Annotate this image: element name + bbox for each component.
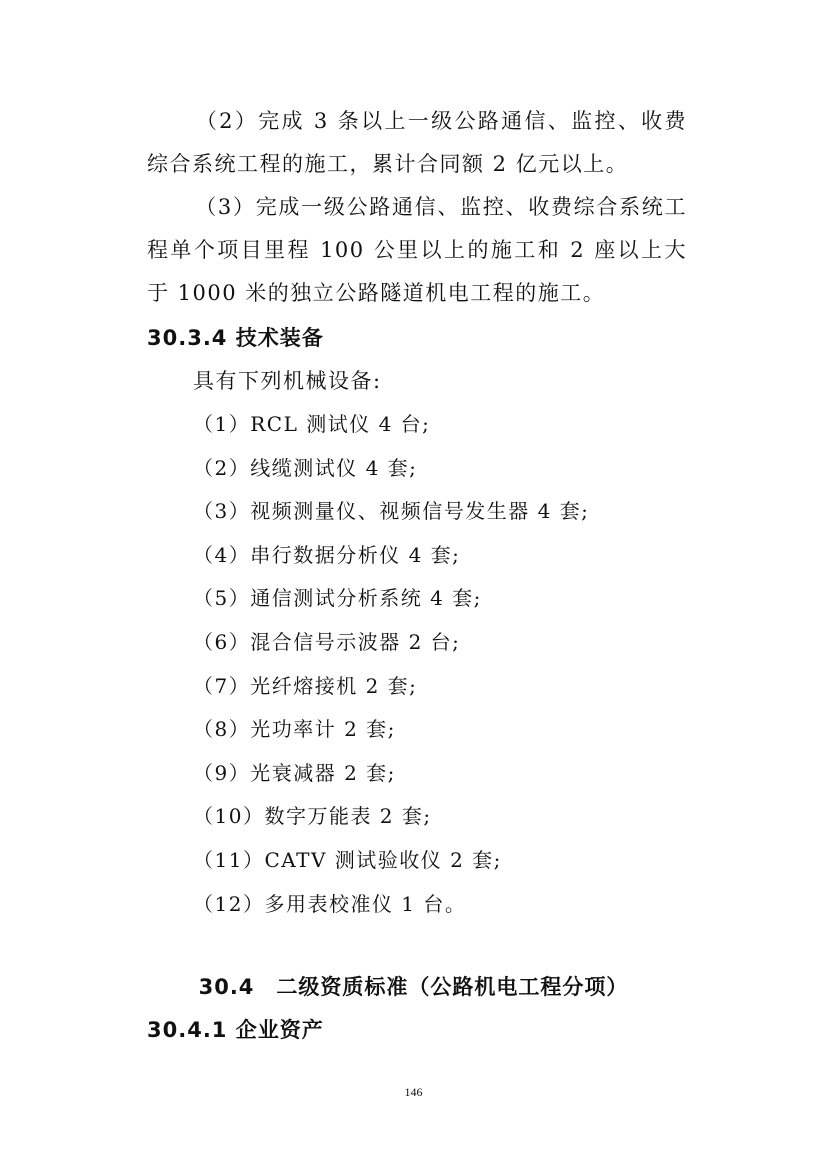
list-item: （6）混合信号示波器 2 台;: [193, 629, 461, 654]
paragraph-item-2: [147, 100, 687, 186]
section-heading-30-4-1: 30.4.1 企业资产: [147, 1018, 324, 1042]
paragraph-item-3: [147, 186, 687, 315]
equipment-list: [193, 409, 589, 932]
paragraph-item-3-text: （3）完成一级公路通信、监控、收费综合系统工程单个项目里程 100 公里以上的施工和 2 座以上大于 1000 米的独立公路隧道机电工程的施工。: [147, 195, 687, 305]
section-heading-30-4: 30.4 二级资质标准（公路机电工程分项）: [198, 975, 629, 999]
paragraph-item-2-text: （2）完成 3 条以上一级公路通信、监控、收费综合系统工程的施工，累计合同额 2 亿元以上。: [147, 109, 687, 176]
list-item: （12）多用表校准仪 1 台。: [193, 891, 467, 916]
list-item: （5）通信测试分析系统 4 套;: [193, 586, 482, 611]
list-item: （1）RCL 测试仪 4 台;: [193, 412, 431, 436]
page-number: 146: [404, 1085, 423, 1099]
list-item: （11）CATV 测试验收仪 2 套;: [193, 847, 502, 872]
list-item: （3）视频测量仪、视频信号发生器 4 套;: [193, 499, 590, 524]
list-item: （7）光纤熔接机 2 套;: [193, 673, 418, 698]
list-item: （8）光功率计 2 套;: [193, 717, 396, 742]
list-item: （4）串行数据分析仪 4 套;: [193, 542, 461, 567]
section-heading-30-3-4: 30.3.4 技术装备: [147, 326, 324, 350]
list-item: （9）光衰减器 2 套;: [193, 760, 396, 785]
equipment-intro: 具有下列机械设备:: [193, 369, 382, 393]
list-item: （10）数字万能表 2 套;: [193, 804, 432, 829]
list-item: （2）线缆测试仪 4 套;: [193, 455, 418, 480]
